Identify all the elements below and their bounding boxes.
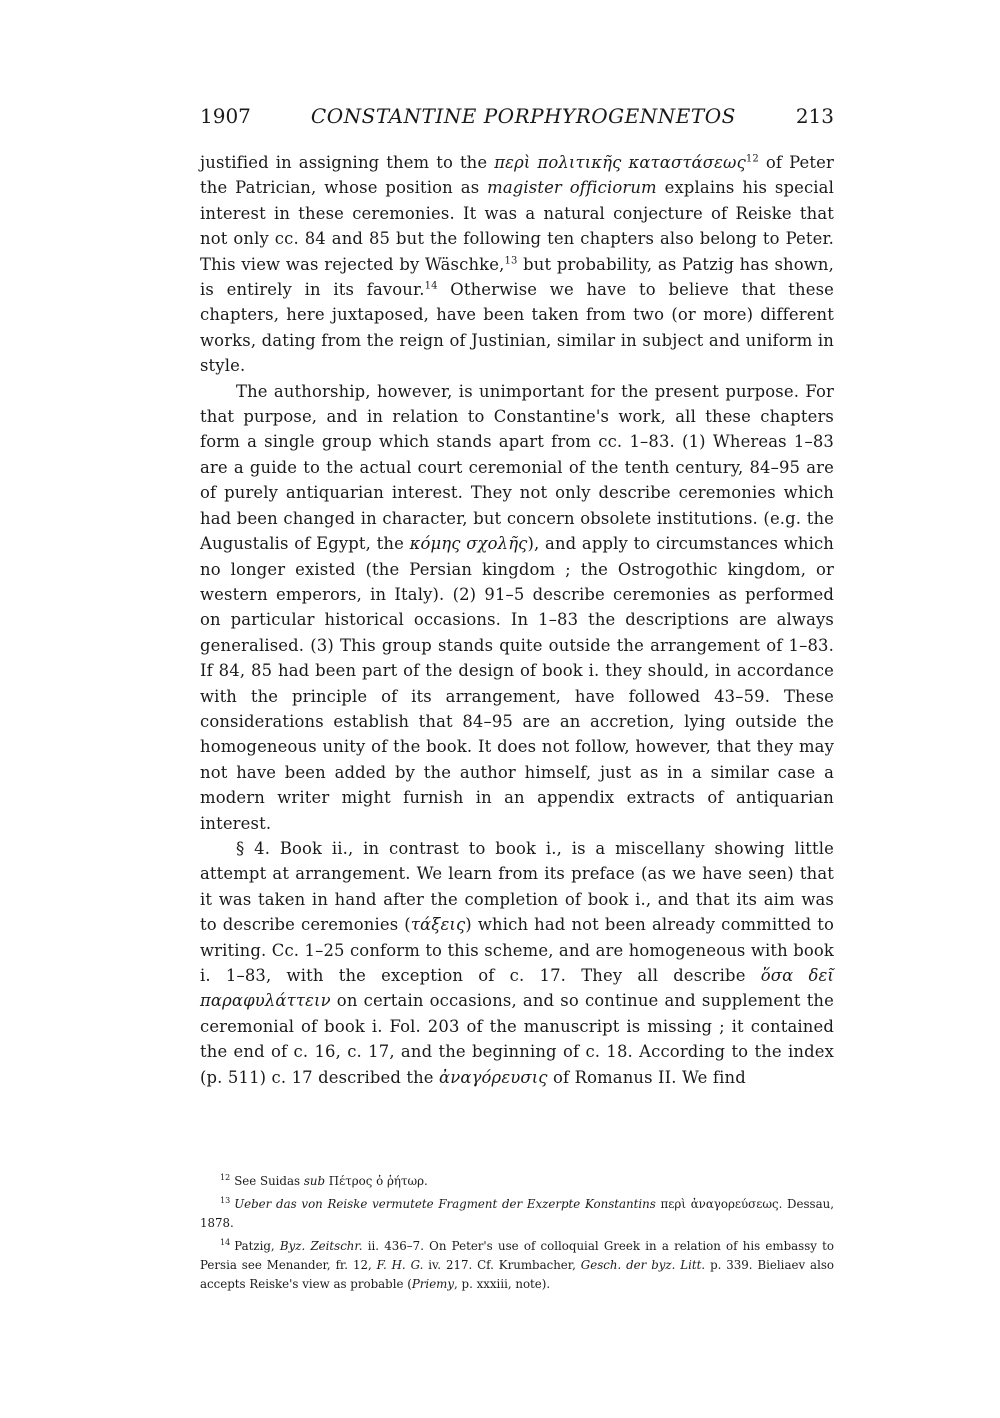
- italic-text: τάξεις: [410, 915, 466, 935]
- italic-text: ὅσα δεῖ παραφυλάττειν: [200, 966, 835, 1011]
- footnote-ref: 13: [504, 255, 518, 267]
- text-run: Otherwise we have to believe that these chapters, here juxtaposed, have been taken from two (or more) different works, dating from the reign of Justinian, similar in subject and uniform in style.: [200, 280, 834, 376]
- footnote-number: 14: [220, 1237, 231, 1247]
- text-run: , p. xxxiii, note).: [454, 1276, 551, 1291]
- text-run: justified in assigning them to the: [200, 153, 495, 172]
- footnote-ref: 14: [424, 280, 438, 292]
- text-run: on certain occasions, and so continue and supplement the ceremonial of book i. Fol. 203 of the manuscript is missing ; it contained the end of c. 16, c. 17, and the beginning of c. 18. According to the index (p. 511) c. 17 described the: [200, 991, 834, 1087]
- italic-text: ἀναγόρευσις: [439, 1067, 548, 1087]
- text-run: p. 339. Bieliaev also accepts Reiske's view as probable (: [200, 1257, 834, 1291]
- text-run: explains his special interest in these ceremonies. It was a natural conjecture of Reiske that not only cc. 84 and 85 but the following ten chapters also belong to Peter. This view was rejected by Wäschke,: [200, 178, 834, 274]
- italic-text: περὶ πολιτικῆς καταστάσεως: [494, 153, 746, 172]
- italic-text: Ueber das von Reiske vermutete Fragment der Exzerpte Konstantins: [234, 1196, 656, 1211]
- text-run: of Peter the Patrician, whose position as: [200, 153, 834, 198]
- text-run: § 4. Book ii., in contrast to book i., is a miscellany showing little attempt at arrangement. We learn from its preface (as we have seen) that it was taken in hand after the completion of book i., and that its aim was to describe ceremonies (: [200, 838, 834, 935]
- text-run: ii. 436–7. On Peter's use of colloquial Greek in a relation of his embassy to Persia see Menander, fr. 12,: [200, 1238, 835, 1272]
- text-run: See Suidas: [234, 1173, 304, 1188]
- footnote-number: 12: [220, 1173, 231, 1182]
- italic-text: Byz. Zeitschr.: [279, 1238, 363, 1253]
- paragraph-3: [200, 836, 834, 1090]
- footnote-ref: 12: [745, 153, 759, 165]
- paragraph-2: [200, 379, 834, 836]
- footnote-number: 13: [220, 1195, 231, 1205]
- italic-text: Gesch. der byz. Litt.: [580, 1257, 706, 1272]
- footnote-14: [200, 1233, 834, 1294]
- text-run: ) which had not been already committed to writing. Cc. 1–25 conform to this scheme, and are homogeneous with book i. 1–83, with the exception of c. 17. They all describe: [200, 915, 834, 985]
- text-run: Πέτρος ὁ ῥήτωρ.: [325, 1173, 428, 1188]
- footnote-12: [200, 1168, 834, 1191]
- header-year: 1907: [200, 104, 251, 128]
- footnote-13: [200, 1191, 834, 1233]
- header-title: CONSTANTINE PORPHYROGENNETOS: [310, 104, 736, 128]
- text-run: Patzig,: [234, 1238, 280, 1253]
- page-number: 213: [795, 104, 834, 128]
- text-run: iv. 217. Cf. Krumbacher,: [423, 1257, 581, 1272]
- italic-text: F. H. G.: [376, 1257, 424, 1272]
- running-header: [200, 104, 834, 128]
- italic-text: κόμης σχολῆς: [409, 534, 528, 554]
- text-run: περὶ ἀναγορεύσεως. Dessau, 1878.: [200, 1196, 834, 1230]
- italic-text: Priemy: [411, 1276, 455, 1291]
- paragraph-1: [200, 150, 834, 379]
- text-run: of Romanus II. We find: [547, 1067, 746, 1087]
- text-run: but probability, as Patzig has shown, is entirely in its favour.: [200, 254, 835, 300]
- italic-text: magister officiorum: [487, 178, 657, 198]
- footnotes: [200, 1168, 834, 1294]
- text-run: ), and apply to circumstances which no longer existed (the Persian kingdom ; the Ostrogothic kingdom, or western emperors, in Italy). (2) 91–5 describe ceremonies as performed on particular historical occasions. In 1–83 the descriptions are always generalised. (3) This group stands quite outside the arrangement of 1–83. If 84, 85 had been part of the design of book i. they should, in accordance with the principle of its arrangement, have followed 43–59. These considerations establish that 84–95 are an accretion, lying outside the homogeneous unity of the book. It does not follow, however, that they may not have been added by the author himself, just as in a similar case a modern writer might furnish in an appendix extracts of antiquarian interest.: [200, 534, 835, 833]
- italic-text: sub: [303, 1173, 326, 1188]
- text-run: The authorship, however, is unimportant for the present purpose. For that purpose, and in relation to Constantine's work, all these chapters form a single group which stands apart from cc. 1–83. (1) Whereas 1–83 are a guide to the actual court ceremonial of the tenth century, 84–95 are of purely antiquarian interest. They not only describe ceremonies which had been changed in character, but concern obsolete institutions. (e.g. the Augustalis of Egypt, the: [200, 381, 834, 554]
- body-text: [200, 150, 834, 1090]
